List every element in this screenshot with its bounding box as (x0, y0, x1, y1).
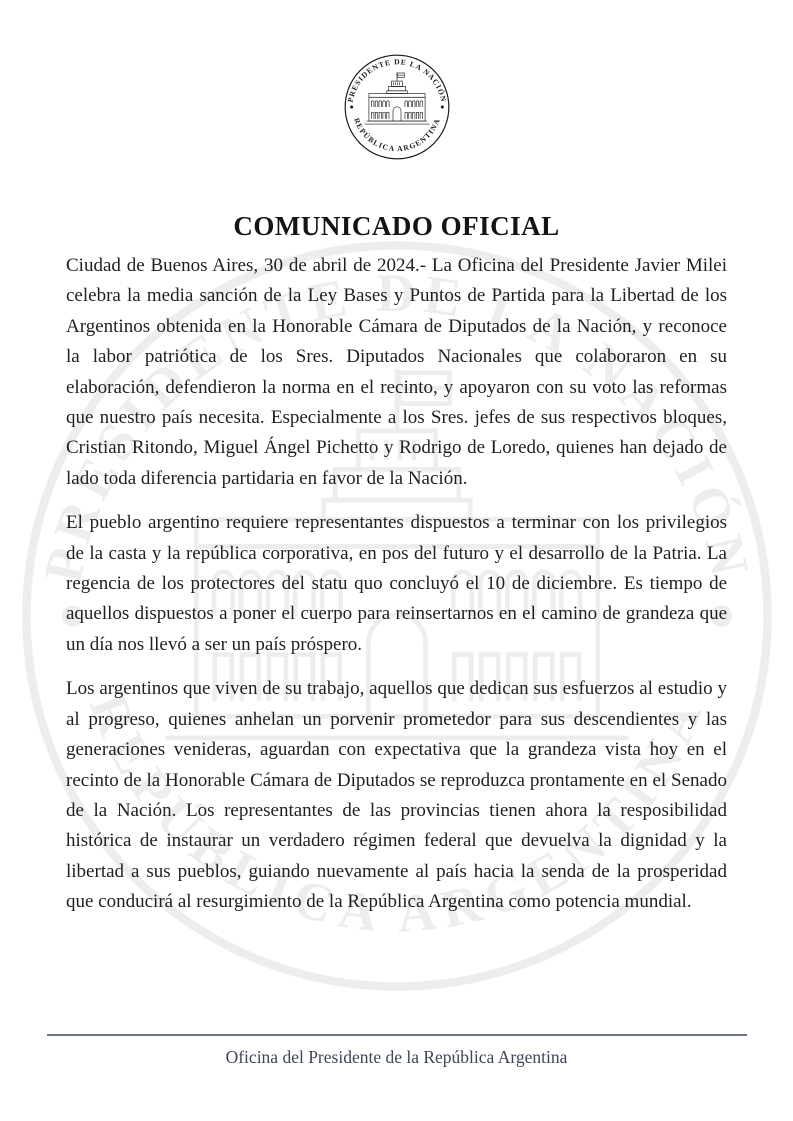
page-title: COMUNICADO OFICIAL (233, 211, 560, 242)
communique-body (66, 251, 727, 932)
footer-office-label: Oficina del Presidente de la República Argentina (225, 1047, 568, 1067)
paragraph-2: El pueblo argentino requiere representantes dispuestos a terminar con los privilegios de la casta y la república corporativa, en pos del futuro y el desarrollo de la Patria. La regencia de los protectores del statu quo concluyó el 10 de diciembre. Es tiempo de aquellos dispuestos a poner el cuerpo para reinsertarnos en el camino de grandeza que un día nos llevó a ser un país próspero. (66, 512, 727, 655)
paragraph-1: Ciudad de Buenos Aires, 30 de abril de 2024.- La Oficina del Presidente Javier Milei celebra la media sanción de la Ley Bases y Puntos de Partida para la Libertad de los Argentinos obtenida en la Honorable Cámara de Diputados de la Nación, y reconoce la labor patriótica de los Sres. Diputados Nacionales que colaboraron en su elaboración, defendieron la norma en el recinto, y apoyaron con su voto las reformas que nuestro país necesita. Especialmente a los Sres. jefes de sus respectivos bloques, Cristian Ritondo, Miguel Ángel Pichetto y Rodrigo de Loredo, quienes han dejado de lado toda diferencia partidaria en favor de la Nación. (66, 255, 727, 489)
presidential-seal-icon (343, 53, 451, 161)
paragraph-3: Los argentinos que viven de su trabajo, aquellos que dedican sus esfuerzos al estudio y al progreso, quienes anhelan un porvenir prometedor para sus descendientes y las generaciones venideras, aguardan con expectativa que la grandeza vista hoy en el recinto de la Honorable Cámara de Diputados se reproduzca prontamente en el Senado de la Nación. Los representantes de las provincias tienen ahora la resposibilidad histórica de instaurar un verdadero régimen federal que devuelva la dignidad y la libertad a sus pueblos, guiando nuevamente al país hacia la senda de la prosperidad que conducirá al resurgimiento de la República Argentina como potencia mundial. (66, 678, 727, 913)
header-seal (0, 53, 793, 161)
footer-divider (47, 1034, 747, 1036)
